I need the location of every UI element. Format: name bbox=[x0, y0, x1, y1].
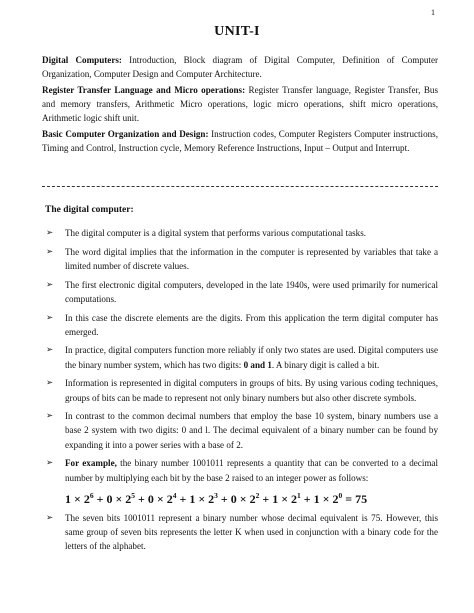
equation-coefficient: 1 bbox=[272, 492, 279, 507]
equation-base: 2 bbox=[125, 492, 132, 507]
bullet-bold-text: For example, bbox=[65, 458, 117, 469]
equation-base: 2 bbox=[291, 492, 298, 507]
equation-plus: + bbox=[176, 492, 190, 507]
equation-coefficient: 0 bbox=[147, 492, 154, 507]
list-item bbox=[46, 511, 438, 554]
equation-times: × bbox=[112, 492, 126, 507]
arrow-bullet-icon: ➢ bbox=[46, 458, 54, 469]
list-item bbox=[46, 456, 438, 484]
list-item bbox=[46, 245, 438, 273]
equation-exponent: 0 bbox=[338, 491, 343, 501]
section-divider bbox=[42, 186, 438, 187]
arrow-bullet-icon: ➢ bbox=[46, 279, 54, 290]
bullet-text: The digital computer is a digital system that performs various computational tasks. bbox=[65, 228, 367, 238]
bullet-text: In contrast to the common decimal numbers that employ the base 10 system, binary numbers use a base 2 system with two digits: 0 and l. The decimal equivalent of a binary number can be found by expanding it into a power series with a base of 2. bbox=[65, 411, 438, 450]
equation-exponent: 2 bbox=[255, 491, 260, 501]
bullet-text: Information is represented in digital computers in groups of bits. By using various coding techniques, groups of bits can be made to represent not only binary numbers but also other discrete symbols. bbox=[65, 378, 438, 403]
equation-exponent: 6 bbox=[89, 491, 94, 501]
syllabus-text: Introduction, Block diagram of Digital Computer, Definition of Computer Organization, Computer Design and Computer Architecture. bbox=[42, 55, 439, 80]
bullet-list bbox=[46, 226, 438, 558]
equation-plus: + bbox=[300, 492, 314, 507]
equation-exponent: 1 bbox=[297, 491, 301, 501]
equation-coefficient: 1 bbox=[189, 492, 196, 507]
syllabus-item bbox=[42, 127, 438, 155]
equation-exponent: 3 bbox=[214, 491, 218, 501]
bullet-text: The seven bits 1001011 represent a binary number whose decimal equivalent is 75. However, this same group of seven bits represents the letter K when used in conjunction with a binary code for the letters of the alphabet. bbox=[65, 512, 438, 552]
list-item bbox=[46, 376, 438, 404]
arrow-bullet-icon: ➢ bbox=[46, 246, 54, 257]
syllabus-text: Instruction codes, Computer Registers Computer instructions, Timing and Control, Instruction cycle, Memory Reference Instructions, Input – Output and Interrupt. bbox=[42, 129, 438, 154]
list-item bbox=[46, 343, 438, 371]
equation-plus: + bbox=[259, 492, 273, 507]
syllabus-item bbox=[42, 83, 438, 126]
equation-times: × bbox=[319, 492, 333, 507]
equation-plus: + bbox=[135, 492, 148, 507]
equation-result: 75 bbox=[355, 492, 368, 507]
syllabus-heading: Register Transfer Language and Micro operations: bbox=[42, 84, 246, 95]
equation-equals: = bbox=[342, 492, 356, 507]
equation-times: × bbox=[195, 492, 209, 507]
equation-plus: + bbox=[217, 492, 231, 507]
syllabus-block bbox=[42, 53, 438, 157]
arrow-bullet-icon: ➢ bbox=[46, 512, 54, 523]
page-title: UNIT-I bbox=[214, 24, 260, 39]
section-heading: The digital computer: bbox=[45, 205, 134, 215]
bullet-text: the binary number 1001011 represents a quantity that can be converted to a decimal number by multiplying each bit by the base 2 raised to an integer power as follows: bbox=[65, 458, 438, 483]
bullet-text: The first electronic digital computers, developed in the late 1940s, were used primarily for numerical computations. bbox=[65, 279, 438, 304]
arrow-bullet-icon: ➢ bbox=[46, 312, 54, 323]
arrow-bullet-icon: ➢ bbox=[46, 345, 54, 356]
page-number: 1 bbox=[431, 8, 435, 17]
arrow-bullet-icon: ➢ bbox=[46, 411, 54, 422]
equation-times: × bbox=[153, 492, 167, 507]
syllabus-text: Register Transfer language, Register Transfer, Bus and memory transfers, Arithmetic Micro operations, logic micro operations, shift micro operations, Arithmetic logic shift unit. bbox=[42, 84, 438, 124]
equation-times: × bbox=[278, 492, 292, 507]
syllabus-heading: Basic Computer Organization and Design: bbox=[42, 129, 209, 140]
list-item bbox=[46, 226, 438, 240]
syllabus-item bbox=[42, 53, 438, 81]
equation-base: 2 bbox=[166, 492, 173, 507]
equation-coefficient: 0 bbox=[106, 492, 113, 507]
equation-base: 2 bbox=[208, 492, 215, 507]
equation-coefficient: 1 bbox=[65, 492, 71, 507]
equation-base: 2 bbox=[332, 492, 339, 507]
equation-base: 2 bbox=[83, 492, 90, 507]
syllabus-heading: Digital Computers: bbox=[42, 55, 122, 65]
arrow-bullet-icon: ➢ bbox=[46, 378, 54, 389]
list-item bbox=[46, 311, 438, 339]
bullet-text: In this case the discrete elements are the digits. From this application the term digital computer has emerged. bbox=[65, 312, 438, 337]
list-item bbox=[46, 409, 438, 452]
equation-plus: + bbox=[93, 492, 107, 507]
equation-exponent: 5 bbox=[131, 491, 136, 501]
equation-coefficient: 1 bbox=[313, 492, 320, 507]
bullet-bold-text: 0 and 1 bbox=[243, 359, 272, 370]
equation-times: × bbox=[71, 492, 84, 507]
bullet-text: The word digital implies that the information in the computer is represented by variables that take a limited number of discrete values. bbox=[65, 246, 438, 271]
equation-base: 2 bbox=[249, 492, 256, 507]
binary-expansion-equation bbox=[46, 489, 438, 506]
equation-exponent: 4 bbox=[172, 491, 177, 501]
arrow-bullet-icon: ➢ bbox=[46, 228, 54, 238]
equation-coefficient: 0 bbox=[230, 492, 237, 507]
bullet-text-tail: . A binary digit is called a bit. bbox=[271, 359, 380, 370]
bullet-text: In practice, digital computers function more reliably if only two states are used. Digital computers use the binary number system, which has two digits: bbox=[65, 345, 438, 370]
list-item bbox=[46, 278, 438, 306]
equation-times: × bbox=[236, 492, 250, 507]
